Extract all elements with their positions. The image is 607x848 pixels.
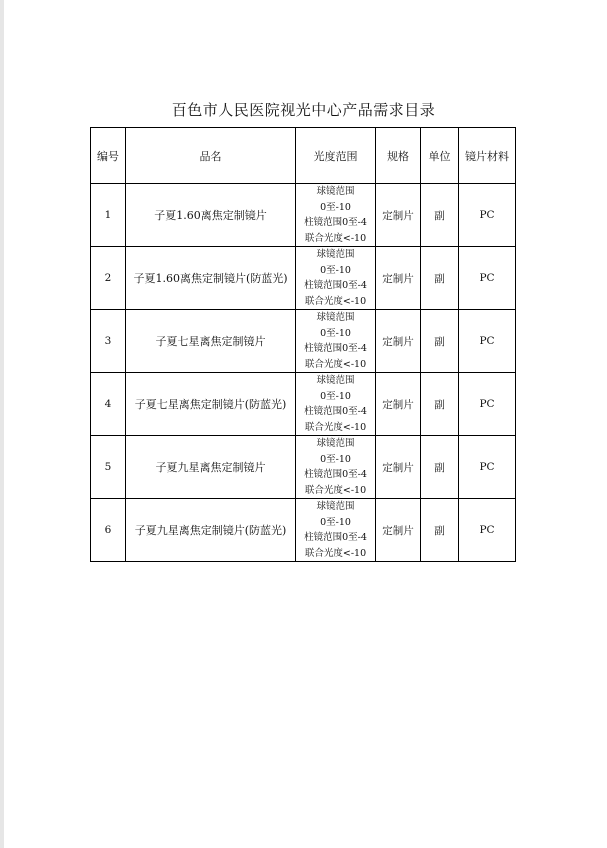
cell-product-name: 子夏1.60离焦定制镜片 (126, 184, 296, 247)
range-line: 0至-10 (320, 264, 351, 276)
range-line: 柱镜范围0至-4 (304, 532, 367, 543)
cell-unit: 副 (421, 247, 459, 310)
range-line: 球镜范围 (316, 375, 355, 386)
range-line: 0至-10 (320, 327, 351, 339)
cell-material: PC (459, 499, 516, 562)
table-row (91, 247, 516, 310)
header-cell-number: 编号 (91, 128, 126, 184)
cell-material: PC (459, 310, 516, 373)
range-line: 联合光度<-10 (304, 421, 367, 433)
cell-material: PC (459, 247, 516, 310)
range-line: 联合光度<-10 (304, 232, 367, 244)
cell-number: 4 (91, 373, 126, 436)
product-catalog-table (90, 127, 516, 562)
range-line: 0至-10 (320, 390, 351, 402)
range-line: 球镜范围 (316, 501, 355, 512)
cell-number: 6 (91, 499, 126, 562)
cell-product-name: 子夏七星离焦定制镜片(防蓝光) (126, 373, 296, 436)
cell-product-name: 子夏九星离焦定制镜片 (126, 436, 296, 499)
cell-power-range (296, 184, 376, 247)
range-line: 联合光度<-10 (304, 295, 367, 307)
cell-power-range (296, 373, 376, 436)
header-cell-unit: 单位 (421, 128, 459, 184)
range-line: 柱镜范围0至-4 (304, 280, 367, 291)
cell-number: 3 (91, 310, 126, 373)
range-line: 柱镜范围0至-4 (304, 469, 367, 480)
cell-material: PC (459, 184, 516, 247)
range-line: 联合光度<-10 (304, 358, 367, 370)
cell-spec: 定制片 (376, 499, 421, 562)
cell-product-name: 子夏1.60离焦定制镜片(防蓝光) (126, 247, 296, 310)
range-line: 球镜范围 (316, 438, 355, 449)
cell-unit: 副 (421, 310, 459, 373)
cell-number: 5 (91, 436, 126, 499)
cell-material: PC (459, 436, 516, 499)
cell-spec: 定制片 (376, 247, 421, 310)
table-row (91, 436, 516, 499)
cell-product-name: 子夏七星离焦定制镜片 (126, 310, 296, 373)
header-cell-range: 光度范围 (296, 128, 376, 184)
cell-number: 1 (91, 184, 126, 247)
range-line: 柱镜范围0至-4 (304, 406, 367, 417)
table-row (91, 373, 516, 436)
cell-power-range (296, 247, 376, 310)
page-edge (0, 0, 4, 848)
range-line: 0至-10 (320, 516, 351, 528)
range-line: 0至-10 (320, 453, 351, 465)
header-cell-material: 镜片材料 (459, 128, 516, 184)
cell-power-range (296, 499, 376, 562)
cell-spec: 定制片 (376, 373, 421, 436)
cell-unit: 副 (421, 436, 459, 499)
cell-power-range (296, 310, 376, 373)
table-header-row (91, 128, 516, 184)
range-line: 柱镜范围0至-4 (304, 343, 367, 354)
header-cell-spec: 规格 (376, 128, 421, 184)
range-line: 联合光度<-10 (304, 547, 367, 559)
table-row (91, 310, 516, 373)
range-line: 球镜范围 (316, 312, 355, 323)
range-line: 柱镜范围0至-4 (304, 217, 367, 228)
cell-spec: 定制片 (376, 184, 421, 247)
page-title: 百色市人民医院视光中心产品需求目录 (171, 101, 436, 119)
range-line: 0至-10 (320, 201, 351, 213)
cell-spec: 定制片 (376, 436, 421, 499)
range-line: 球镜范围 (316, 249, 355, 260)
cell-unit: 副 (421, 184, 459, 247)
table-row (91, 499, 516, 562)
header-cell-name: 品名 (126, 128, 296, 184)
cell-unit: 副 (421, 373, 459, 436)
range-line: 球镜范围 (316, 186, 355, 197)
cell-number: 2 (91, 247, 126, 310)
cell-unit: 副 (421, 499, 459, 562)
cell-spec: 定制片 (376, 310, 421, 373)
range-line: 联合光度<-10 (304, 484, 367, 496)
cell-product-name: 子夏九星离焦定制镜片(防蓝光) (126, 499, 296, 562)
table-row (91, 184, 516, 247)
cell-material: PC (459, 373, 516, 436)
cell-power-range (296, 436, 376, 499)
